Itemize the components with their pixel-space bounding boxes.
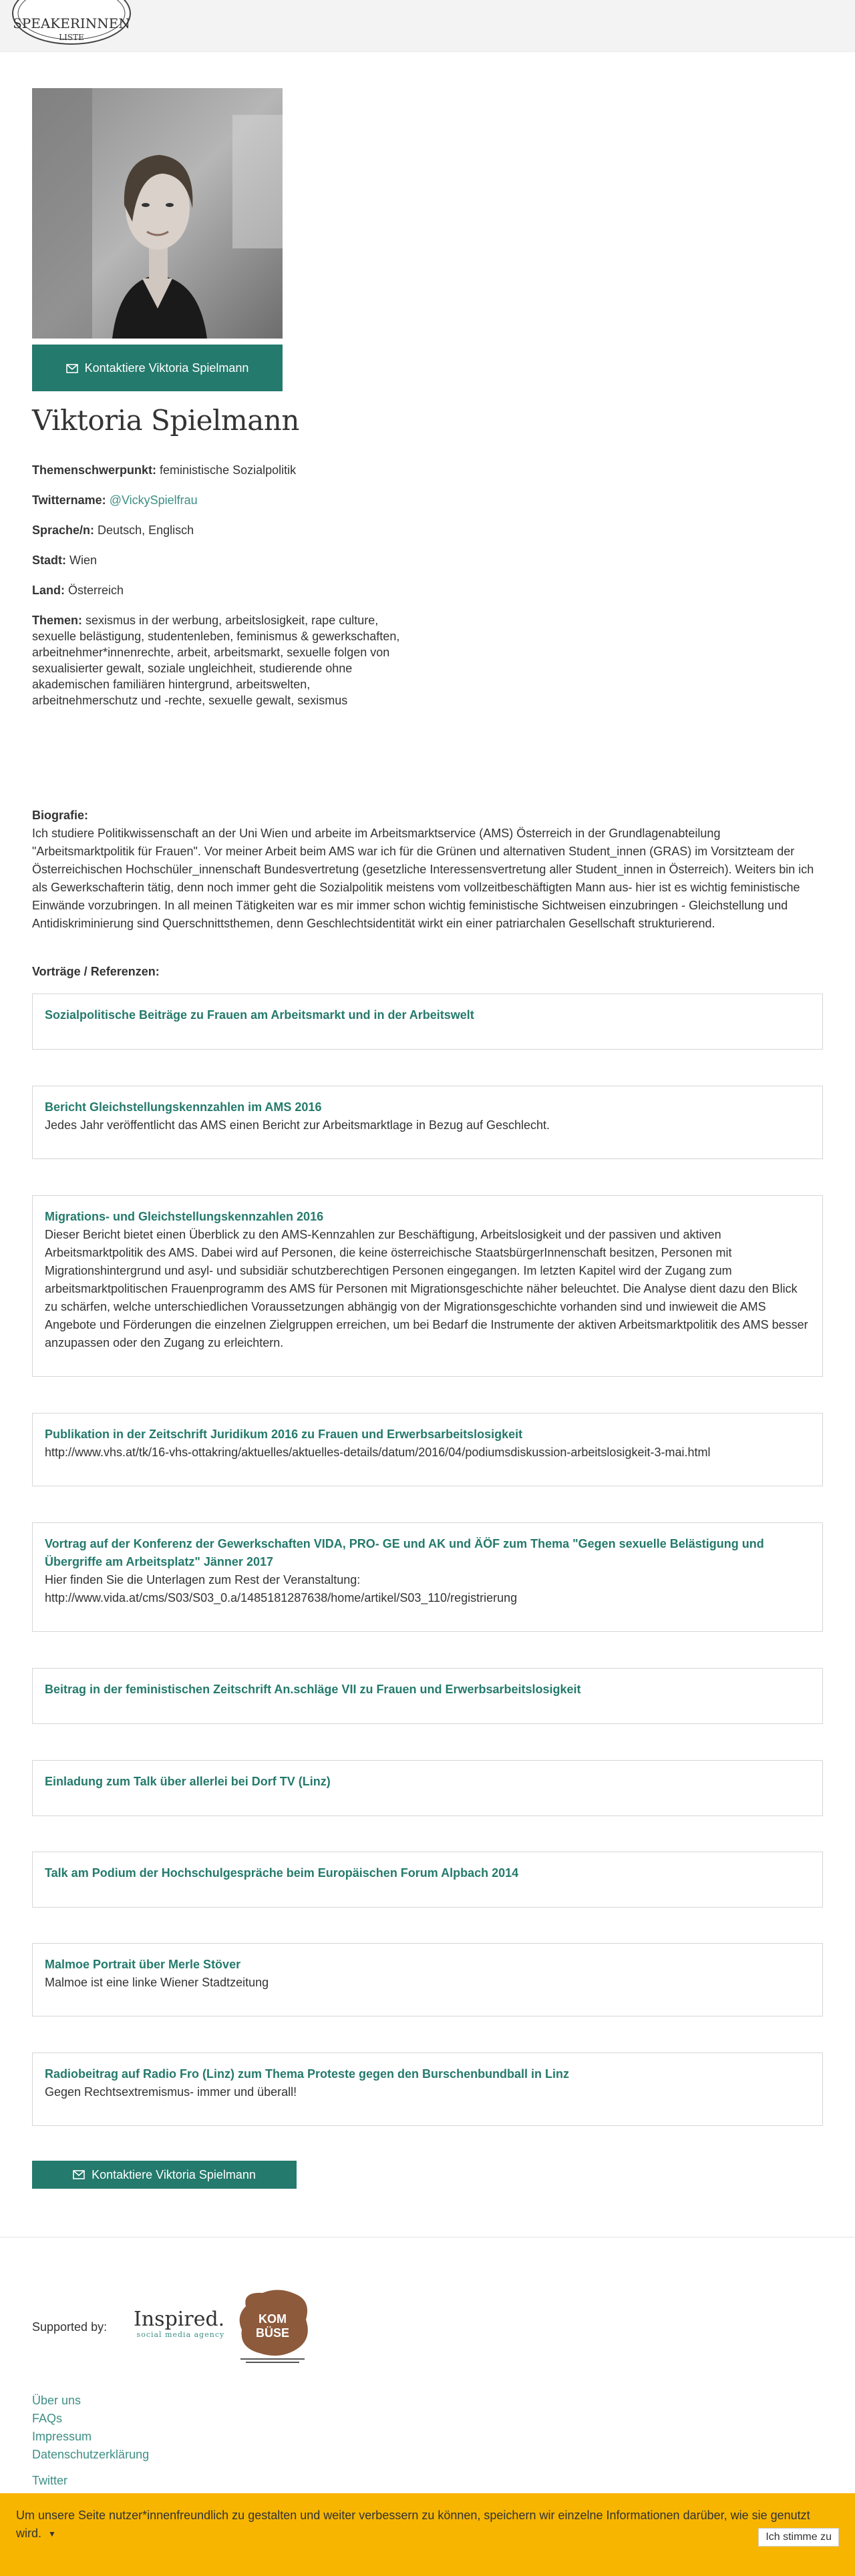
- inspired-logo-name: Inspired.: [134, 2308, 225, 2331]
- reference-card: [32, 1852, 823, 1908]
- supported-by-label: Supported by:: [32, 2320, 108, 2334]
- cookie-text-wrap: [16, 2507, 818, 2543]
- reference-card: [32, 2053, 823, 2126]
- footer-link-impressum[interactable]: Impressum: [32, 2430, 92, 2443]
- cookie-banner: [0, 2493, 855, 2576]
- bio-label: Biografie:: [32, 809, 89, 822]
- inspired-logo-sub: social media agency: [136, 2330, 225, 2339]
- reference-title-link[interactable]: Bericht Gleichstellungskennzahlen im AMS 2016: [45, 1100, 322, 1114]
- reference-card: [32, 1760, 823, 1816]
- reference-description: Jedes Jahr veröffentlicht das AMS einen Bericht zur Arbeitsmarktlage in Bezug auf Geschlecht.: [45, 1118, 550, 1132]
- contact-button-bottom-label: Kontaktiere Viktoria Spielmann: [92, 2167, 256, 2181]
- fact-twittername: [32, 492, 413, 508]
- reference-title-link[interactable]: Malmoe Portrait über Merle Stöver: [45, 1958, 241, 1971]
- reference-title-link[interactable]: Einladung zum Talk über allerlei bei Dorf TV (Linz): [45, 1775, 331, 1788]
- envelope-icon: [66, 364, 78, 373]
- cookie-accept-button[interactable]: Ich stimme zu: [758, 2528, 839, 2547]
- inspired-logo[interactable]: [134, 2309, 224, 2340]
- footer-link-ueber-uns[interactable]: Über uns: [32, 2394, 81, 2407]
- fact-value: Deutsch, Englisch: [98, 523, 194, 537]
- site-header: [0, 0, 855, 52]
- contact-button-top-label: Kontaktiere Viktoria Spielmann: [84, 361, 249, 375]
- fact-label: Sprache/n:: [32, 523, 95, 537]
- chevron-down-icon[interactable]: ▼: [48, 2529, 56, 2539]
- reference-title-link[interactable]: Vortrag auf der Konferenz der Gewerkschaften VIDA, PRO- GE und AK und ÄÖF zum Thema "Gegen sexuelle Belästigung und Übergriffe am Arbeitsplatz" Jänner 2017: [45, 1537, 764, 1568]
- biography: [32, 807, 823, 933]
- fact-label: Themen:: [32, 614, 83, 627]
- fact-value: sexismus in der werbung, arbeitslosigkeit, rape culture, sexuelle belästigung, studentenleben, feminismus & gewerkschaften, arbeitnehmer*innenrechte, arbeit, arbeitsmarkt, sexuelle folgen von sexualisierter gewalt, soziale ungleichheit, studierende ohne akademischen familiären hintergrund, arbeitswelten, arbeitnehmerschutz und -rechte, sexuelle gewalt, sexismus: [32, 614, 400, 707]
- reference-description: Gegen Rechtsextremismus- immer und überall!: [45, 2085, 297, 2099]
- fact-label: Land:: [32, 584, 65, 597]
- reference-title-link[interactable]: Radiobeitrag auf Radio Fro (Linz) zum Thema Proteste gegen den Burschenbundball in Linz: [45, 2067, 570, 2081]
- cookie-text: Um unsere Seite nutzer*innenfreundlich zu gestalten und weiter verbessern zu können, speichern wir einzelne Informationen darüber, wie sie genutzt wird.: [16, 2509, 810, 2540]
- reference-title-link[interactable]: Sozialpolitische Beiträge zu Frauen am Arbeitsmarkt und in der Arbeitswelt: [45, 1008, 474, 1022]
- reference-card: [32, 1668, 823, 1724]
- reference-description: http://www.vhs.at/tk/16-vhs-ottakring/aktuelles/aktuelles-details/datum/2016/04/podiumsdiskussion-arbeitslosigkeit-3-mai.html: [45, 1446, 711, 1459]
- reference-card: [32, 1086, 823, 1159]
- footer-link-faqs[interactable]: FAQs: [32, 2412, 63, 2425]
- speaker-portrait: [32, 88, 283, 339]
- bio-text: Ich studiere Politikwissenschaft an der Uni Wien und arbeite im Arbeitsmarktservice (AMS) Österreich in der Grundlagenabteilung "Arbeitsmarktpolitik für Frauen". Vor meiner Arbeit beim AMS war ich für die Grünen und alternativen Student_innen (GRAS) im Vorsitzteam der Österreichischen Hochschüler_innenschaft Bundesvertretung (gesetzliche Interessensvertretung aller Student_innen in Österreich). Weiters bin ich als Gewerkschafterin tätig, denn noch immer geht die Sozialpolitik meistens vom vollzeitbeschäftigten Mann aus- hier ist es wichtig feministische Einwände vorzubringen. In all meinen Tätigkeiten war es mir immer schon wichtig feministische Sichtweisen einzubringen - Gleichstellung und Antidiskriminierung sind Querschnittsthemen, denn Geschlechtsidentität wirkt ein einer patriarchalen Gesellschaft strukturierend.: [32, 827, 814, 930]
- fact-sprache: [32, 522, 413, 538]
- reference-title-link[interactable]: Beitrag in der feministischen Zeitschrift An.schläge VII zu Frauen und Erwerbsarbeitslosigkeit: [45, 1683, 581, 1696]
- fact-label: Themenschwerpunkt:: [32, 463, 157, 477]
- twitter-handle-link[interactable]: @VickySpielfrau: [109, 493, 198, 507]
- fact-label: Twittername:: [32, 493, 106, 507]
- fact-value: feministische Sozialpolitik: [160, 463, 297, 477]
- reference-title-link[interactable]: Publikation in der Zeitschrift Juridikum 2016 zu Frauen und Erwerbsarbeitslosigkeit: [45, 1428, 523, 1441]
- speaker-name: Viktoria Spielmann: [32, 404, 299, 437]
- speakerinnen-logo[interactable]: [11, 0, 132, 45]
- reference-card: [32, 1522, 823, 1632]
- reference-title-link[interactable]: Talk am Podium der Hochschulgespräche beim Europäischen Forum Alpbach 2014: [45, 1866, 519, 1880]
- fact-label: Stadt:: [32, 554, 66, 567]
- reference-description: Malmoe ist eine linke Wiener Stadtzeitung: [45, 1976, 269, 1989]
- references-label: Vorträge / Referenzen:: [32, 965, 160, 978]
- reference-card: [32, 994, 823, 1050]
- logo-text-top: SPEAKERINNEN: [13, 15, 130, 31]
- fact-land: [32, 582, 413, 598]
- fact-value: Österreich: [68, 584, 124, 597]
- fact-themen: [32, 612, 413, 708]
- fact-stadt: [32, 552, 413, 568]
- fact-themenschwerpunkt: [32, 462, 413, 478]
- reference-card: [32, 1943, 823, 2016]
- footer-link-twitter[interactable]: Twitter: [32, 2474, 68, 2487]
- footer-link-datenschutz[interactable]: Datenschutzerklärung: [32, 2448, 150, 2461]
- reference-card: [32, 1195, 823, 1377]
- svg-text:KOM: KOM: [259, 2312, 287, 2326]
- envelope-icon: [73, 2170, 85, 2179]
- contact-button-bottom[interactable]: [32, 2161, 297, 2189]
- logo-text-bottom: LISTE: [59, 33, 84, 42]
- reference-description: Dieser Bericht bietet einen Überblick zu den AMS-Kennzahlen zur Beschäftigung, Arbeitslosigkeit und der passiven und aktiven Arbeitsmarktpolitik des AMS. Dabei wird auf Personen, die keine österreichische StaatsbürgerInnenschaft besitzen, Personen mit Migrationshintergrund und asyl- und subsidiär schutzberechtigen Personen eingegangen. Im letzten Kapitel wird der Zugang zum arbeitsmarktpolitischen Frauenprogramm des AMS für Personen mit Migrationsgeschichte näher beleuchtet. Die Analyse dient dazu den Blick zu schärfen, welche unterschiedlichen Voraussetzungen abhängig von der Migrationsgeschichte vorhanden sind und inwieweit die AMS Angebote und Förderungen die einzelnen Zielgruppen erreichen, um bei Bedarf die Instrumente der aktiven Arbeitsmarktpolitik des AMS besser anzupassen oder den Zugang zu erleichtern.: [45, 1228, 808, 1349]
- reference-description: Hier finden Sie die Unterlagen zum Rest der Veranstaltung: http://www.vida.at/cms/S03/S03_0.a/1485181287638/home/artikel/S03_110/registrierung: [45, 1573, 518, 1604]
- svg-text:BÜSE: BÜSE: [255, 2326, 290, 2340]
- reference-title-link[interactable]: Migrations- und Gleichstellungskennzahlen 2016: [45, 1210, 324, 1223]
- kombuse-logo[interactable]: [232, 2286, 313, 2366]
- speaker-facts: [32, 462, 413, 722]
- fact-value: Wien: [69, 554, 98, 567]
- reference-card: [32, 1413, 823, 1486]
- contact-button-top[interactable]: [32, 345, 283, 391]
- footer-links: [32, 2392, 149, 2464]
